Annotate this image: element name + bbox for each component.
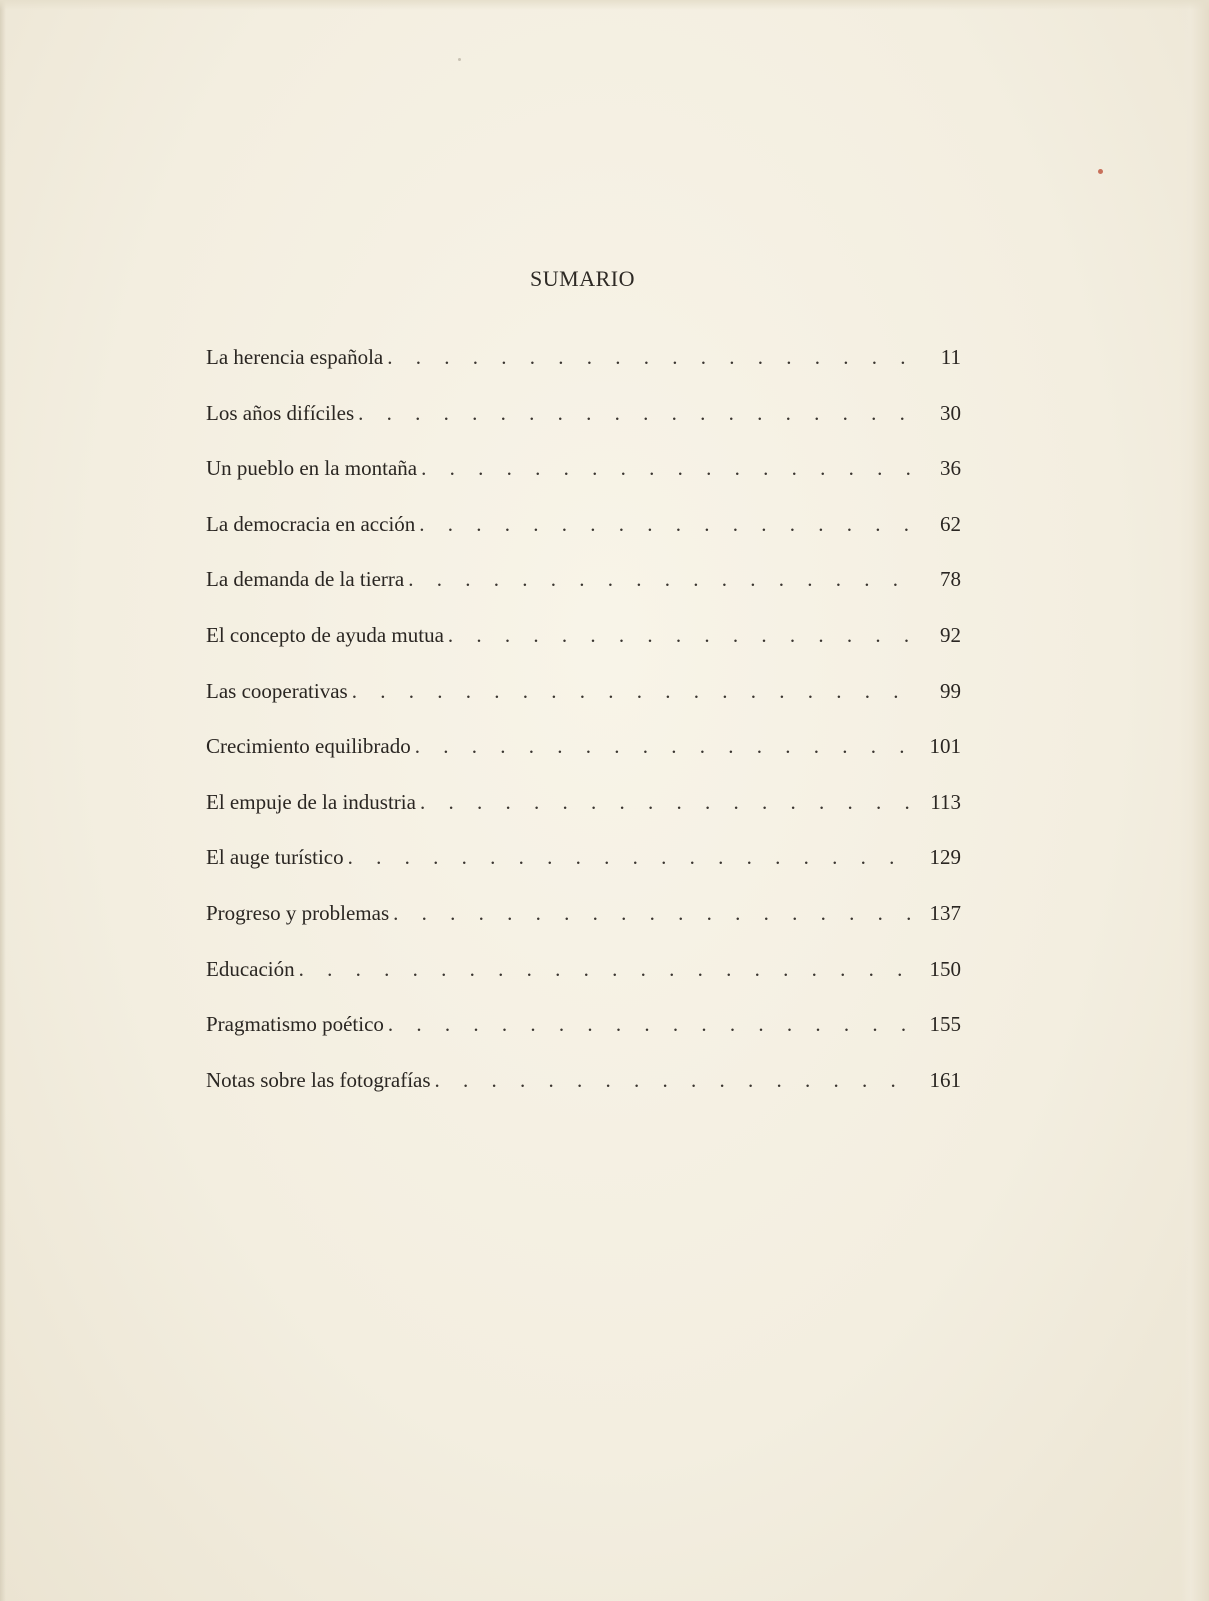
toc-entry <box>206 956 961 1012</box>
toc-entry <box>206 511 961 567</box>
dot-leader <box>420 789 917 815</box>
toc-entry-page-number: 101 <box>929 734 961 759</box>
toc-entry-title: El auge turístico <box>206 845 344 870</box>
toc-entry-title: La herencia española <box>206 345 384 369</box>
dot-leader <box>435 1067 917 1093</box>
toc-entry-page-number: 36 <box>940 456 961 481</box>
toc-entry <box>206 400 961 456</box>
page-title: SUMARIO <box>530 266 635 291</box>
toc-entry <box>206 1067 961 1123</box>
toc-entry <box>206 344 961 400</box>
paper-speck <box>458 58 461 61</box>
dot-leader <box>393 900 917 926</box>
toc-entry-title: La democracia en acción <box>206 511 416 536</box>
toc-entry-page-number: 150 <box>929 956 961 981</box>
toc-entry <box>206 622 961 678</box>
dot-leader <box>388 1011 917 1037</box>
table-of-contents <box>206 344 961 1122</box>
toc-entry <box>206 1011 961 1067</box>
toc-entry <box>206 900 961 956</box>
toc-entry <box>206 844 961 900</box>
dot-leader <box>448 622 917 648</box>
toc-entry-page-number: 92 <box>940 622 961 647</box>
dot-leader <box>348 844 917 870</box>
page-top-edge <box>0 0 1209 10</box>
toc-entry-title: Un pueblo en la montaña <box>206 456 418 481</box>
page-right-edge <box>1179 0 1209 1601</box>
toc-entry-page-number: 78 <box>940 567 961 592</box>
toc-entry <box>206 678 961 734</box>
toc-entry <box>206 455 961 511</box>
toc-entry-page-number: 99 <box>940 678 961 703</box>
toc-entry <box>206 733 961 789</box>
toc-entry-title: La demanda de la tierra <box>206 567 405 592</box>
dot-leader <box>299 956 917 982</box>
paper-speck <box>1098 169 1103 174</box>
toc-entry-page-number: 129 <box>929 845 961 870</box>
toc-entry-page-number: 62 <box>940 511 961 536</box>
dot-leader <box>387 344 917 370</box>
dot-leader <box>352 678 917 704</box>
toc-entry-title: Los años difíciles <box>206 400 355 425</box>
toc-entry-page-number: 11 <box>940 345 961 369</box>
dot-leader <box>421 455 917 481</box>
toc-entry-page-number: 137 <box>929 900 961 925</box>
toc-entry-page-number: 161 <box>929 1067 961 1092</box>
toc-entry-title: Educación <box>206 956 295 981</box>
toc-entry-title: El concepto de ayuda mutua <box>206 622 444 647</box>
toc-entry <box>206 789 961 845</box>
toc-entry-page-number: 155 <box>929 1012 961 1037</box>
toc-entry <box>206 566 961 622</box>
dot-leader <box>419 511 917 537</box>
toc-entry-title: Progreso y problemas <box>206 900 390 925</box>
toc-entry-title: El empuje de la industria <box>206 789 416 814</box>
dot-leader <box>415 733 917 759</box>
toc-entry-page-number: 113 <box>930 789 961 814</box>
toc-entry-title: Las cooperativas <box>206 678 348 703</box>
toc-entry-page-number: 30 <box>940 400 961 425</box>
dot-leader <box>408 566 917 592</box>
page-left-edge <box>0 0 6 1601</box>
toc-entry-title: Notas sobre las fotografías <box>206 1067 431 1092</box>
toc-entry-title: Crecimiento equilibrado <box>206 734 411 759</box>
toc-entry-title: Pragmatismo poético <box>206 1012 384 1037</box>
dot-leader <box>358 400 917 426</box>
